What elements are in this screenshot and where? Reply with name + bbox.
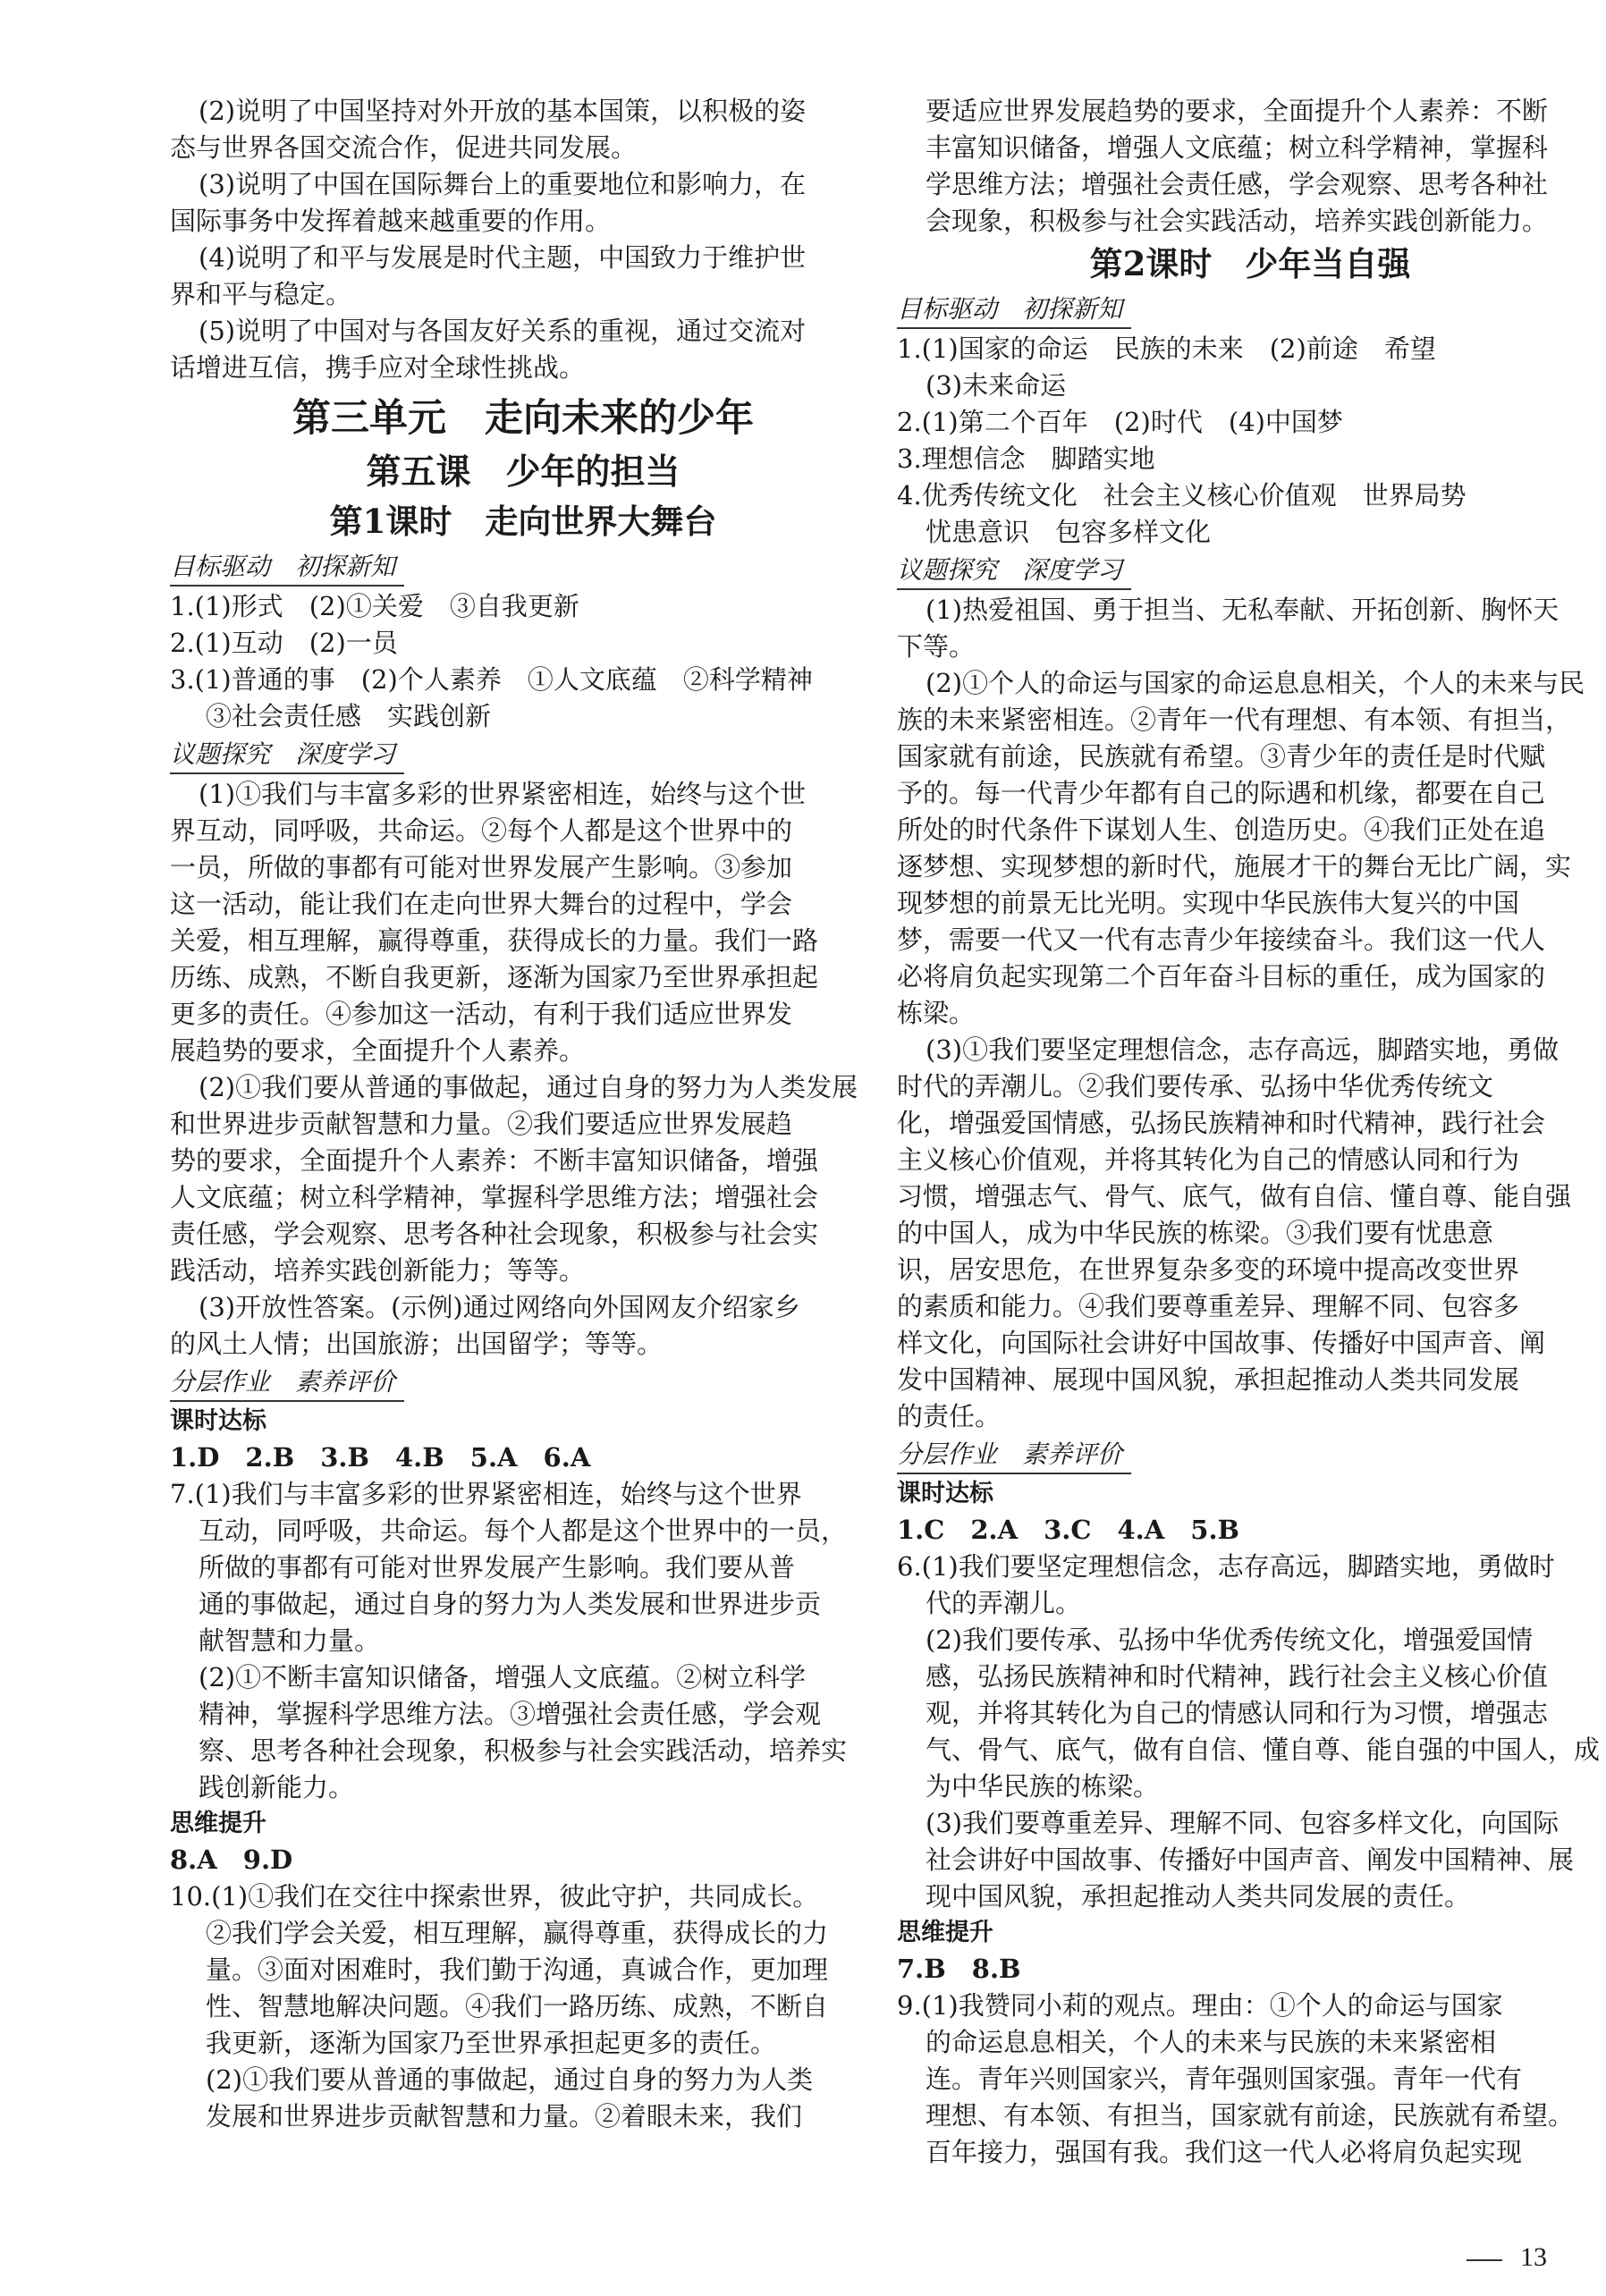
text-line: (5)说明了中国对与各国友好关系的重视，通过交流对 bbox=[199, 316, 807, 346]
page-number: 13 bbox=[1520, 2242, 1547, 2272]
text-line: 识，居安思危，在世界复杂多变的环境中提高改变世界 bbox=[897, 1254, 1520, 1285]
text-line: (1)①我们与丰富多彩的世界紧密相连，始终与这个世 bbox=[199, 779, 807, 809]
text-line: 3.理想信念 脚踏实地 bbox=[897, 443, 1155, 474]
subsection-label: 课时达标 bbox=[897, 1480, 993, 1507]
subsection-label: 思维提升 bbox=[897, 1919, 993, 1946]
text-line: 界互动，同呼吸，共命运。②每个人都是这个世界中的 bbox=[170, 815, 793, 846]
text-line: 现梦想的前景无比光明。实现中华民族伟大复兴的中国 bbox=[897, 888, 1520, 918]
text-line: 气、骨气、底气，做有自信、懂自尊、能自强的中国人，成 bbox=[926, 1735, 1601, 1765]
section-answers bbox=[170, 588, 876, 735]
section-label: 议题探究 深度学习 bbox=[170, 737, 404, 774]
text-line: 历练、成熟，不断自我更新，逐渐为国家乃至世界承担起 bbox=[170, 962, 819, 992]
text-line: 献智慧和力量。 bbox=[199, 1625, 381, 1656]
text-line: 7.(1)我们与丰富多彩的世界紧密相连，始终与这个世界 bbox=[170, 1479, 802, 1509]
subsection-label: 课时达标 bbox=[170, 1407, 266, 1435]
left-top-paragraphs bbox=[170, 93, 876, 386]
text-line: 习惯，增强志气、骨气、底气，做有自信、懂自尊、能自强 bbox=[897, 1181, 1572, 1211]
text-line: 这一活动，能让我们在走向世界大舞台的过程中，学会 bbox=[170, 889, 793, 919]
text-line: 9.(1)我赞同小莉的观点。理由：①个人的命运与国家 bbox=[897, 1990, 1503, 2021]
text-line: 量。③面对困难时，我们勤于沟通，真诚合作，更加理 bbox=[206, 1954, 829, 1985]
section-label: 议题探究 深度学习 bbox=[897, 553, 1131, 590]
text-line: (3)我们要尊重差异、理解不同、包容多样文化，向国际 bbox=[926, 1808, 1560, 1838]
text-line: 国际事务中发挥着越来越重要的作用。 bbox=[170, 206, 612, 236]
text-line: 样文化，向国际社会讲好中国故事、传播好中国声音、阐 bbox=[897, 1328, 1546, 1358]
text-line: 丰富知识储备，增强人文底蕴；树立科学精神，掌握科 bbox=[926, 132, 1549, 163]
text-line: 更多的责任。④参加这一活动，有利于我们适应世界发 bbox=[170, 999, 793, 1029]
text-line: (1)热爱祖国、勇于担当、无私奉献、开拓创新、胸怀天 bbox=[926, 595, 1560, 625]
text-line: 发中国精神、展现中国风貌，承担起推动人类共同发展 bbox=[897, 1364, 1520, 1395]
text-line: 代的弄潮儿。 bbox=[926, 1588, 1082, 1618]
period-title: 第2课时 少年当自强 bbox=[1089, 244, 1411, 283]
text-line: 察、思考各种社会现象，积极参与社会实践活动，培养实 bbox=[199, 1735, 848, 1766]
text-line: 性、智慧地解决问题。④我们一路历练、成熟，不断自 bbox=[206, 1991, 829, 2022]
text-line: ②我们学会关爱，相互理解，赢得尊重，获得成长的力 bbox=[206, 1918, 829, 1948]
text-line: (3)说明了中国在国际舞台上的重要地位和影响力，在 bbox=[199, 169, 807, 199]
text-line: 1.(1)国家的命运 民族的未来 (2)前途 希望 bbox=[897, 333, 1436, 364]
question-9 bbox=[897, 1988, 1603, 2171]
text-line: (3)开放性答案。(示例)通过网络向外国网友介绍家乡 bbox=[199, 1292, 800, 1322]
text-line: 会现象，积极参与社会实践活动，培养实践创新能力。 bbox=[926, 206, 1549, 236]
text-line: 百年接力，强国有我。我们这一代人必将肩负起实现 bbox=[926, 2137, 1523, 2167]
text-line: 逐梦想、实现梦想的新时代，施展才干的舞台无比广阔，实 bbox=[897, 851, 1572, 882]
answer-key: 1.C 2.A 3.C 4.A 5.B bbox=[897, 1515, 1240, 1545]
text-line: 的命运息息相关，个人的未来与民族的未来紧密相 bbox=[926, 2027, 1497, 2057]
text-line: 必将肩负起实现第二个百年奋斗目标的重任，成为国家的 bbox=[897, 961, 1546, 992]
unit-title: 第三单元 走向未来的少年 bbox=[292, 396, 754, 441]
text-line: 态与世界各国交流合作，促进共同发展。 bbox=[170, 132, 638, 163]
text-line: 的素质和能力。④我们要尊重差异、理解不同、包容多 bbox=[897, 1291, 1520, 1321]
text-line: (2)①个人的命运与国家的命运息息相关，个人的未来与民 bbox=[926, 668, 1585, 698]
page-number-dash bbox=[1467, 2259, 1502, 2261]
text-line: (4)说明了和平与发展是时代主题，中国致力于维护世 bbox=[199, 242, 807, 273]
text-line: (2)①我们要从普通的事做起，通过自身的努力为人类 bbox=[206, 2064, 814, 2095]
text-line: 关爱，相互理解，赢得尊重，获得成长的力量。我们一路 bbox=[170, 925, 819, 956]
answer-key: 7.B 8.B bbox=[897, 1954, 1021, 1984]
text-line: (2)我们要传承、弘扬中华优秀传统文化，增强爱国情 bbox=[926, 1625, 1534, 1655]
section-discussion bbox=[897, 592, 1603, 1435]
text-line: 所处的时代条件下谋划人生、创造历史。④我们正处在追 bbox=[897, 815, 1546, 845]
text-line: ③社会责任感 实践创新 bbox=[206, 701, 492, 731]
section-label: 分层作业 素养评价 bbox=[170, 1364, 404, 1402]
text-line: 2.(1)互动 (2)一员 bbox=[170, 628, 398, 658]
left-column bbox=[170, 93, 876, 2135]
text-line: 人文底蕴；树立科学精神，掌握科学思维方法；增强社会 bbox=[170, 1182, 819, 1212]
question-10 bbox=[170, 1878, 876, 2135]
text-line: 责任感，学会观察、思考各种社会现象，积极参与社会实 bbox=[170, 1219, 819, 1249]
text-line: 理想、有本领、有担当，国家就有前途，民族就有希望。 bbox=[926, 2100, 1575, 2131]
text-line: 我更新，逐渐为国家乃至世界承担起更多的责任。 bbox=[206, 2028, 777, 2058]
answer-key: 1.D 2.B 3.B 4.B 5.A 6.A bbox=[170, 1442, 591, 1473]
text-line: 感，弘扬民族精神和时代精神，践行社会主义核心价值 bbox=[926, 1661, 1549, 1692]
text-line: (2)①我们要从普通的事做起，通过自身的努力为人类发展 bbox=[199, 1072, 858, 1102]
text-line: 1.(1)形式 (2)①关爱 ③自我更新 bbox=[170, 591, 579, 621]
text-line: 一员，所做的事都有可能对世界发展产生影响。③参加 bbox=[170, 852, 793, 882]
text-line: 梦，需要一代又一代有志青少年接续奋斗。我们这一代人 bbox=[897, 924, 1546, 955]
section-discussion bbox=[170, 776, 876, 1363]
text-line: (2)①不断丰富知识储备，增强人文底蕴。②树立科学 bbox=[199, 1662, 807, 1692]
text-line: 话增进互信，携手应对全球性挑战。 bbox=[170, 352, 586, 383]
question-6 bbox=[897, 1549, 1603, 1915]
text-line: 4.优秀传统文化 社会主义核心价值观 世界局势 bbox=[897, 480, 1467, 511]
text-line: 践活动，培养实践创新能力；等等。 bbox=[170, 1255, 586, 1286]
text-line: 予的。每一代青少年都有自己的际遇和机缘，都要在自己 bbox=[897, 778, 1546, 808]
text-line: 下等。 bbox=[897, 631, 976, 662]
text-line: 10.(1)①我们在交往中探索世界，彼此守护，共同成长。 bbox=[170, 1881, 819, 1912]
text-line: 连。青年兴则国家兴，青年强则国家强。青年一代有 bbox=[926, 2064, 1523, 2094]
text-line: 栋梁。 bbox=[897, 998, 976, 1028]
period-title: 第1课时 走向世界大舞台 bbox=[329, 502, 717, 541]
text-line: 精神，掌握科学思维方法。③增强社会责任感，学会观 bbox=[199, 1699, 822, 1729]
text-line: 界和平与稳定。 bbox=[170, 279, 352, 309]
subsection-label: 思维提升 bbox=[170, 1810, 266, 1837]
text-line: 通的事做起，通过自身的努力为人类发展和世界进步贡 bbox=[199, 1589, 822, 1619]
text-line: 观，并将其转化为自己的情感认同和行为习惯，增强志 bbox=[926, 1698, 1549, 1728]
right-column bbox=[897, 93, 1603, 2171]
text-line: (3)未来命运 bbox=[926, 370, 1067, 401]
section-label: 目标驱动 初探新知 bbox=[170, 549, 404, 587]
text-line: 族的未来紧密相连。②青年一代有理想、有本领、有担当， bbox=[897, 705, 1572, 735]
section-label: 目标驱动 初探新知 bbox=[897, 291, 1131, 329]
text-line: 3.(1)普通的事 (2)个人素养 ①人文底蕴 ②科学精神 bbox=[170, 664, 813, 695]
text-line: 国家就有前途，民族就有希望。③青少年的责任是时代赋 bbox=[897, 741, 1546, 772]
text-line: 所做的事都有可能对世界发展产生影响。我们要从普 bbox=[199, 1552, 796, 1583]
text-line: 的中国人，成为中华民族的栋梁。③我们要有忧患意 bbox=[897, 1218, 1494, 1248]
text-line: 和世界进步贡献智慧和力量。②我们要适应世界发展趋 bbox=[170, 1109, 793, 1139]
text-line: 主义核心价值观，并将其转化为自己的情感认同和行为 bbox=[897, 1144, 1520, 1175]
text-line: 为中华民族的栋梁。 bbox=[926, 1771, 1160, 1802]
text-line: 学思维方法；增强社会责任感，学会观察、思考各种社 bbox=[926, 169, 1549, 199]
text-line: 践创新能力。 bbox=[199, 1772, 355, 1802]
text-line: 时代的弄潮儿。②我们要传承、弘扬中华优秀传统文 bbox=[897, 1071, 1494, 1102]
lesson-title: 第五课 少年的担当 bbox=[366, 452, 680, 493]
text-line: 互动，同呼吸，共命运。每个人都是这个世界中的一员， bbox=[199, 1515, 848, 1546]
text-line: 势的要求，全面提升个人素养：不断丰富知识储备，增强 bbox=[170, 1145, 819, 1176]
text-line: (2)说明了中国坚持对外开放的基本国策，以积极的姿 bbox=[199, 96, 807, 126]
section-answers bbox=[897, 331, 1603, 551]
text-line: (3)①我们要坚定理想信念，志存高远，脚踏实地，勇做 bbox=[926, 1034, 1560, 1065]
text-line: 现中国风貌，承担起推动人类共同发展的责任。 bbox=[926, 1881, 1471, 1912]
section-label: 分层作业 素养评价 bbox=[897, 1437, 1131, 1474]
right-top-paragraph bbox=[897, 93, 1603, 240]
text-line: 6.(1)我们要坚定理想信念，志存高远，脚踏实地，勇做时 bbox=[897, 1551, 1555, 1582]
text-line: 发展和世界进步贡献智慧和力量。②着眼未来，我们 bbox=[206, 2101, 803, 2131]
text-line: 的风土人情；出国旅游；出国留学；等等。 bbox=[170, 1329, 664, 1359]
text-line: 要适应世界发展趋势的要求，全面提升个人素养：不断 bbox=[926, 96, 1549, 126]
text-line: 化，增强爱国情感，弘扬民族精神和时代精神，践行社会 bbox=[897, 1108, 1546, 1138]
question-7 bbox=[170, 1476, 876, 1806]
text-line: 社会讲好中国故事、传播好中国声音、阐发中国精神、展 bbox=[926, 1844, 1575, 1875]
text-line: 忧患意识 包容多样文化 bbox=[926, 517, 1212, 547]
text-line: 2.(1)第二个百年 (2)时代 (4)中国梦 bbox=[897, 407, 1343, 437]
text-line: 的责任。 bbox=[897, 1401, 1002, 1431]
answer-key: 8.A 9.D bbox=[170, 1844, 293, 1875]
text-line: 展趋势的要求，全面提升个人素养。 bbox=[170, 1035, 586, 1066]
